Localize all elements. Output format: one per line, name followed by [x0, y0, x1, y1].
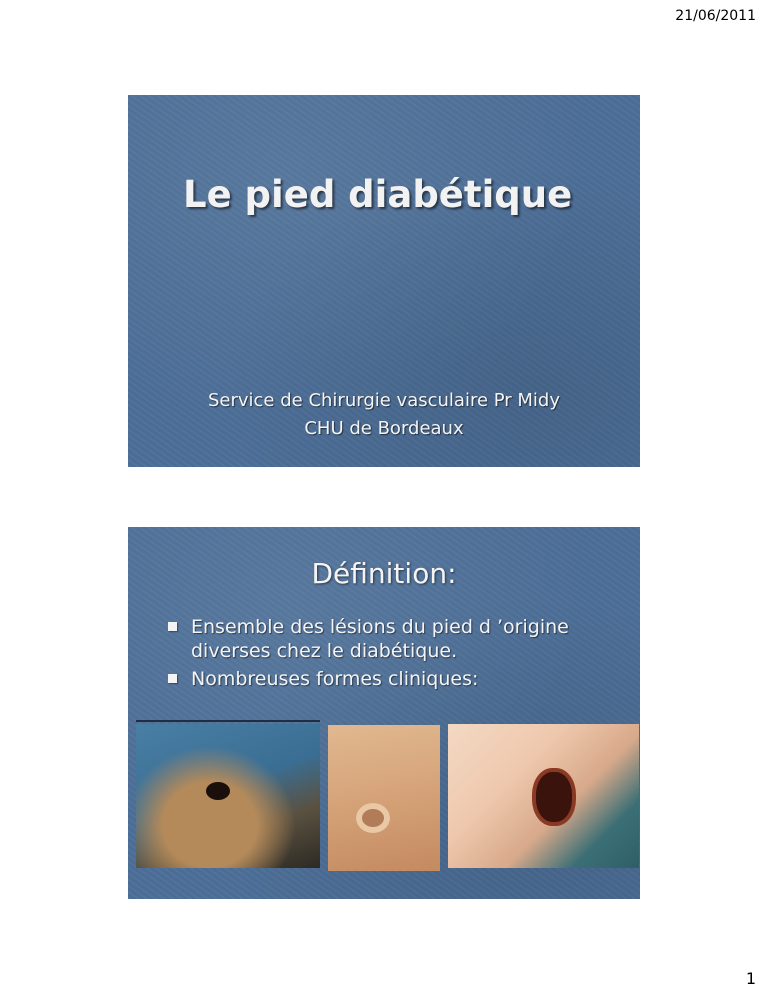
slide-title-heading: Le pied diabétique: [183, 173, 573, 216]
ulcer-mark: [356, 803, 390, 833]
photo-plantar-ulcer: [328, 725, 440, 871]
wound-mark: [536, 772, 572, 822]
square-bullet-icon: [168, 674, 177, 683]
definition-heading: Définition:: [311, 557, 457, 590]
bullet-text: Ensemble des lésions du pied d ’origine diverses chez le diabétique.: [191, 616, 569, 662]
photo-divider: [136, 720, 320, 722]
photo-toe-gangrene: [136, 724, 320, 868]
bullet-item: [166, 667, 626, 691]
slide-definition: [128, 527, 640, 899]
bullet-text: Nombreuses formes cliniques:: [191, 668, 479, 690]
photo-heel-wound: [448, 724, 639, 868]
square-bullet-icon: [168, 622, 177, 631]
lesion-mark: [206, 782, 230, 800]
subtitle-hospital: CHU de Bordeaux: [304, 418, 464, 439]
definition-bullet-list: [166, 615, 626, 695]
page-number: 1: [745, 969, 756, 988]
bullet-item: [166, 615, 626, 663]
slide-title: [128, 95, 640, 467]
slide-title-subtitle: [128, 387, 640, 443]
print-date: 21/06/2011: [675, 8, 756, 24]
subtitle-service: Service de Chirurgie vasculaire Pr Midy: [207, 390, 561, 411]
